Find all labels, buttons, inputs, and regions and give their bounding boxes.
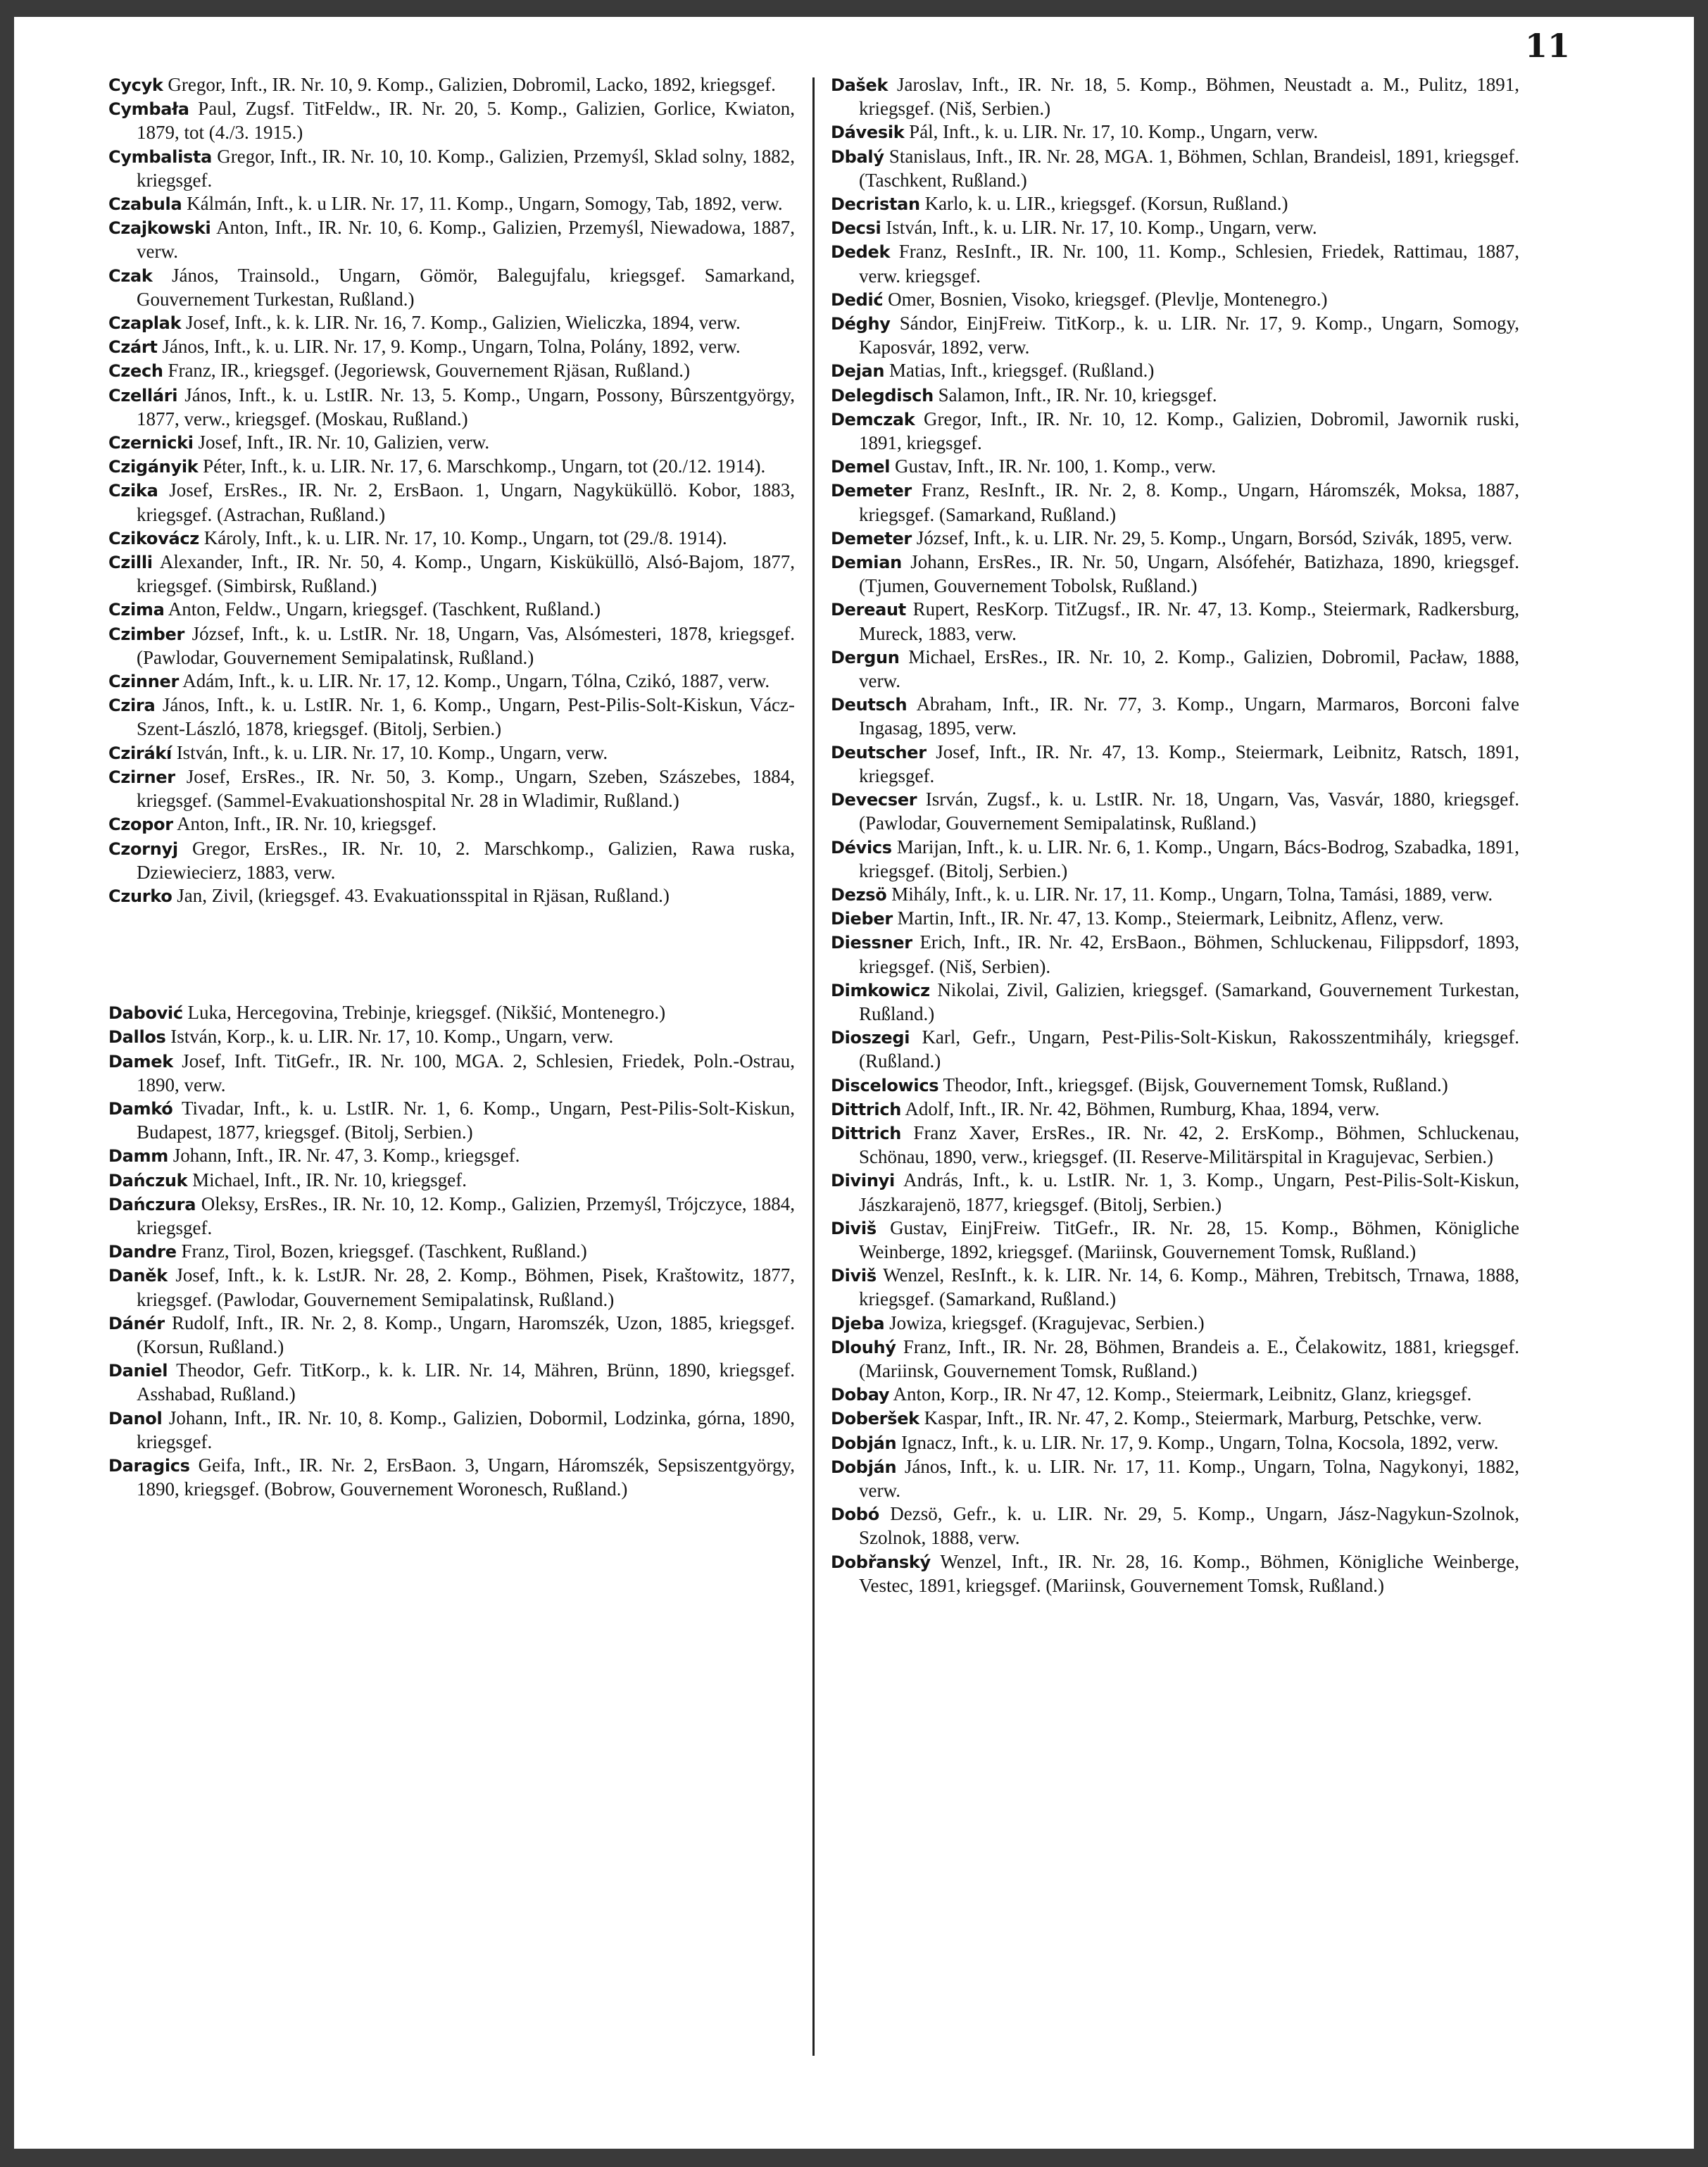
entry-surname: Czabula [108,194,182,215]
entry-surname: Czima [108,600,165,620]
list-entry [108,1169,795,1193]
entry-details: József, Inft., k. u. LstIR. Nr. 18, Ungarn, Vas, Alsómesteri, 1878, kriegsgef. (Pawlodar, Gouvernement Semipalatinsk, Rußland.) [137,622,796,668]
entry-surname: Czimber [108,624,185,644]
left-column [108,73,795,1501]
list-entry [831,359,1519,383]
entry-details: Pál, Inft., k. u. LIR. Nr. 17, 10. Komp., Ungarn, verw. [909,121,1319,143]
list-entry [831,527,1519,551]
list-entry [831,788,1519,835]
entry-details: Gregor, Inft., IR. Nr. 10, 9. Komp., Galizien, Dobromil, Lacko, 1892, kriegsgef. [168,74,776,95]
entry-details: Martin, Inft., IR. Nr. 47, 13. Komp., Steiermark, Leibnitz, Aflenz, verw. [897,907,1444,929]
entry-surname: Czigányik [108,457,199,477]
entry-details: Gregor, ErsRes., IR. Nr. 10, 2. Marschkomp., Galizien, Rawa ruska, Dziewiecierz, 1883, verw. [137,837,795,883]
c-entries-list [108,73,795,908]
list-entry [831,907,1519,931]
entry-details: Adolf, Inft., IR. Nr. 42, Böhmen, Rumburg, Khaa, 1894, verw. [905,1098,1380,1119]
entry-details: Johann, Inft., IR. Nr. 10, 8. Komp., Galizien, Dobormil, Lodzinka, górna, 1890, kriegsgef. [137,1407,796,1452]
entry-details: Adám, Inft., k. u. LIR. Nr. 17, 12. Komp., Ungarn, Tólna, Czikó, 1887, verw. [182,670,770,692]
entry-surname: Delegdisch [831,385,934,406]
entry-details: Karl, Gefr., Ungarn, Pest-Pilis-Solt-Kiskun, Rakosszentmihály, kriegsgef. (Rußland.) [859,1026,1520,1072]
entry-surname: Dlouhý [831,1337,896,1357]
entry-surname: Dedek [831,242,891,263]
list-entry [831,312,1519,359]
list-entry [831,1217,1519,1264]
list-entry [831,693,1519,740]
list-entry [831,551,1519,598]
entry-details: Franz, Inft., IR. Nr. 28, Böhmen, Brandeis a. E., Čelakowitz, 1881, kriegsgef. (Mariinsk, Gouvernement Tomsk, Rußland.) [859,1336,1519,1381]
entry-details: Gregor, Inft., IR. Nr. 10, 10. Komp., Galizien, Przemyśl, Sklad solny, 1882, kriegsgef. [137,145,795,191]
list-entry [108,765,795,812]
entry-surname: Dańczura [108,1194,196,1214]
entry-surname: Czellári [108,385,178,406]
entry-surname: Daragics [108,1455,190,1476]
entry-details: Gregor, Inft., IR. Nr. 10, 12. Komp., Galizien, Dobromil, Jawornik ruski, 1891, kriegsgef. [859,408,1519,454]
list-entry [831,120,1519,144]
entry-details: Ignacz, Inft., k. u. LIR. Nr. 17, 9. Komp., Ungarn, Tolna, Kocsola, 1892, verw. [901,1431,1499,1453]
list-entry [108,216,795,263]
entry-surname: Czira [108,696,156,716]
entry-surname: Czika [108,481,158,501]
entry-surname: Deutsch [831,695,908,715]
entry-details: István, Korp., k. u. LIR. Nr. 17, 10. Komp., Ungarn, verw. [170,1026,614,1048]
entry-surname: Dánér [108,1313,165,1333]
entry-surname: Czilli [108,553,153,573]
list-entry [108,1050,795,1097]
list-entry [108,884,795,908]
list-entry [108,1264,795,1311]
entry-surname: Cycyk [108,75,163,95]
entry-details: Franz Xaver, ErsRes., IR. Nr. 42, 2. ErsKomp., Böhmen, Schluckenau, Schönau, 1890, verw., kriegsgef. (II. Reserve-Militärspital in Kragujevac, Serbien.) [859,1122,1520,1168]
list-entry [108,192,795,216]
list-entry [108,1025,795,1049]
list-entry [831,1550,1519,1597]
list-entry [108,551,795,598]
entry-surname: Daněk [108,1266,168,1286]
entry-details: Paul, Zugsf. TitFeldw., IR. Nr. 20, 5. Komp., Galizien, Gorlice, Kwiaton, 1879, tot (4./3. 1915.) [137,98,796,144]
entry-surname: Dobján [831,1457,897,1477]
entry-surname: Discelowics [831,1075,939,1095]
entry-surname: Dandre [108,1242,177,1262]
entry-details: Franz, IR., kriegsgef. (Jegoriewsk, Gouvernement Rjäsan, Rußland.) [168,360,691,382]
list-entry [108,384,795,431]
right-column [831,73,1519,1597]
list-entry [108,741,795,765]
entry-details: Rudolf, Inft., IR. Nr. 2, 8. Komp., Ungarn, Haromszék, Uzon, 1885, kriegsgef. (Korsun, Rußland.) [137,1312,795,1357]
list-entry [831,1502,1519,1550]
list-entry [108,311,795,335]
entry-details: János, Inft., k. u. LIR. Nr. 17, 9. Komp., Ungarn, Tolna, Polány, 1892, verw. [162,336,741,358]
entry-surname: Doberšek [831,1409,919,1429]
entry-details: Johann, ErsRes., IR. Nr. 50, Ungarn, Alsófehér, Batizhaza, 1890, kriegsgef. (Tjumen, Gouvernement Tobolsk, Rußland.) [859,551,1520,597]
entry-surname: Dańczuk [108,1170,188,1191]
list-entry [831,1074,1519,1098]
entry-surname: Dávesik [831,123,905,143]
entry-surname: Dergun [831,647,900,667]
entry-details: Stanislaus, Inft., IR. Nr. 28, MGA. 1, Böhmen, Schlan, Brandeisl, 1891, kriegsgef. (Taschkent, Rußland.) [859,145,1519,191]
entry-details: Theodor, Inft., kriegsgef. (Bijsk, Gouvernement Tomsk, Rußland.) [943,1074,1448,1095]
entry-surname: Déghy [831,314,891,334]
entry-surname: Dittrich [831,1123,902,1143]
entry-surname: Czárt [108,337,158,358]
column-divider [812,77,815,2056]
entry-details: Tivadar, Inft., k. u. LstIR. Nr. 1, 6. Komp., Ungarn, Pest-Pilis-Solt-Kiskun, Budapest, 1877, kriegsgef. (Bitolj, Serbien.) [137,1097,796,1143]
list-entry [108,693,795,741]
entry-surname: Dallos [108,1027,166,1048]
list-entry [108,264,795,311]
entry-surname: Dejan [831,361,885,382]
entry-surname: Dobó [831,1505,879,1525]
entry-surname: Czajkowski [108,218,211,239]
entry-details: Karlo, k. u. LIR., kriegsgef. (Korsun, Rußland.) [924,193,1288,215]
right-entries-list [831,73,1519,1597]
entry-surname: Czinner [108,672,179,692]
entry-surname: Dévics [831,837,892,858]
list-entry [108,359,795,383]
list-entry [831,1383,1519,1407]
entry-details: István, Inft., k. u. LIR. Nr. 17, 10. Komp., Ungarn, verw. [886,217,1317,239]
list-entry [831,145,1519,192]
entry-details: Rupert, ResKorp. TitZugsf., IR. Nr. 47, 13. Komp., Steiermark, Radkersburg, Mureck, 1883, verw. [859,598,1519,644]
entry-details: Luka, Hercegovina, Trebinje, kriegsgef. (Nikšić, Montenegro.) [187,1002,666,1024]
entry-surname: Djeba [831,1313,885,1333]
entry-details: Josef, Inft. TitGefr., IR. Nr. 100, MGA. 2, Schlesien, Friedek, Poln.-Ostrau, 1890, verw. [137,1050,795,1095]
list-entry [831,1122,1519,1169]
entry-details: János, Inft., k. u. LstIR. Nr. 1, 6. Komp., Ungarn, Pest-Pilis-Solt-Kiskun, Vácz-Szent-László, 1878, kriegsgef. (Bitolj, Serbien.) [137,694,796,740]
entry-surname: Dobay [831,1385,890,1405]
list-entry [108,598,795,622]
list-entry [108,479,795,526]
scan-border-top [0,0,1708,17]
list-entry [831,1407,1519,1431]
list-entry [831,408,1519,455]
entry-surname: Divinyi [831,1171,895,1191]
list-entry [108,1312,795,1359]
entry-surname: Czirákí [108,743,172,763]
entry-details: Anton, Inft., IR. Nr. 10, 6. Komp., Galizien, Przemyśl, Niewadowa, 1887, verw. [137,217,795,263]
list-entry [831,979,1519,1026]
entry-surname: Danol [108,1408,163,1428]
list-entry [831,216,1519,240]
entry-surname: Cymbalista [108,146,213,167]
entry-details: Franz, ResInft., IR. Nr. 100, 11. Komp., Schlesien, Friedek, Rattimau, 1887, verw. kriegsgef. [859,241,1520,287]
entry-details: Josef, Inft., IR. Nr. 47, 13. Komp., Steiermark, Leibnitz, Ratsch, 1891, kriegsgef. [859,741,1519,786]
entry-details: Kálmán, Inft., k. u LIR. Nr. 17, 11. Komp., Ungarn, Somogy, Tab, 1892, verw. [187,193,783,215]
entry-surname: Czech [108,361,163,382]
entry-surname: Dezsö [831,884,887,905]
entry-surname: Dittrich [831,1099,902,1119]
entry-surname: Czirner [108,767,175,787]
entry-details: Abraham, Inft., IR. Nr. 77, 3. Komp., Ungarn, Marmaros, Borconi falve Ingasag, 1895, verw. [859,693,1519,739]
list-entry [831,646,1519,693]
entry-surname: Dašek [831,75,888,95]
entry-details: Wenzel, ResInft., k. k. LIR. Nr. 14, 6. Komp., Mähren, Trebitsch, Trnawa, 1888, kriegsgef. (Samarkand, Rußland.) [859,1264,1519,1310]
entry-details: Anton, Inft., IR. Nr. 10, kriegsgef. [177,813,437,835]
scan-border-right [1694,0,1708,2167]
entry-surname: Diessner [831,933,912,953]
list-entry [831,598,1519,645]
entry-details: Mihály, Inft., k. u. LIR. Nr. 17, 11. Komp., Ungarn, Tolna, Tamási, 1889, verw. [891,883,1493,905]
entry-surname: Devecser [831,790,917,810]
entry-surname: Dbalý [831,146,884,167]
entry-details: Josef, Inft., IR. Nr. 10, Galizien, verw. [198,432,490,453]
entry-details: Salamon, Inft., IR. Nr. 10, kriegsgef. [938,384,1217,406]
list-entry [108,1454,795,1501]
entry-details: Marijan, Inft., k. u. LIR. Nr. 6, 1. Komp., Ungarn, Bács-Bodrog, Szabadka, 1891, kriegsgef. (Bitolj, Serbien.) [859,836,1519,881]
entry-surname: Daniel [108,1361,168,1381]
entry-surname: Demczak [831,409,915,429]
list-entry [831,192,1519,216]
list-entry [108,1240,795,1264]
list-entry [108,1359,795,1406]
list-entry [831,741,1519,788]
entry-surname: Dimkowicz [831,980,930,1000]
entry-surname: Czopor [108,815,173,835]
entry-details: Dezsö, Gefr., k. u. LIR. Nr. 29, 5. Komp., Ungarn, Jász-Nagykun-Szolnok, Szolnok, 1888, verw. [859,1503,1520,1549]
entry-details: Franz, Tirol, Bozen, kriegsgef. (Taschkent, Rußland.) [181,1240,587,1262]
list-entry [831,1455,1519,1502]
list-entry [831,384,1519,408]
entry-surname: Diviš [831,1266,877,1286]
entry-details: Jan, Zivil, (kriegsgef. 43. Evakuationsspital in Rjäsan, Rußland.) [177,884,670,906]
entry-surname: Cymbała [108,99,189,120]
entry-surname: Diviš [831,1218,877,1238]
list-entry [108,455,795,479]
entry-details: Josef, ErsRes., IR. Nr. 2, ErsBaon. 1, Ungarn, Nagyküküllö. Kobor, 1883, kriegsgef. (Astrachan, Rußland.) [137,479,795,525]
entry-details: Geifa, Inft., IR. Nr. 2, ErsBaon. 3, Ungarn, Háromszék, Sepsiszentgyörgy, 1890, kriegsgef. (Bobrow, Gouvernement Woronesch, Rußland.) [137,1454,795,1500]
list-entry [108,1193,795,1240]
list-entry [108,527,795,551]
entry-surname: Dioszegi [831,1028,910,1048]
entry-details: Oleksy, ErsRes., IR. Nr. 10, 12. Komp., Galizien, Przemyśl, Trójczyce, 1884, kriegsgef. [137,1193,796,1238]
scan-border-bottom [0,2149,1708,2167]
entry-details: Sándor, EinjFreiw. TitKorp., k. u. LIR. Nr. 17, 9. Komp., Ungarn, Somogy, Kaposvár, 1892, verw. [859,313,1519,358]
list-entry [108,431,795,455]
entry-details: Michael, ErsRes., IR. Nr. 10, 2. Komp., Galizien, Dobromil, Pacław, 1888, verw. [859,646,1519,692]
entry-details: Wenzel, Inft., IR. Nr. 28, 16. Komp., Böhmen, Königliche Weinberge, Vestec, 1891, kriegsgef. (Mariinsk, Gouvernement Tomsk, Rußland.) [859,1550,1519,1596]
entry-surname: Czikovácz [108,528,199,548]
list-entry [831,1336,1519,1383]
entry-details: Anton, Feldw., Ungarn, kriegsgef. (Taschkent, Rußland.) [168,598,601,620]
list-entry [831,479,1519,526]
entry-details: András, Inft., k. u. LstIR. Nr. 1, 3. Komp., Ungarn, Pest-Pilis-Solt-Kiskun, Jászkarajenö, 1877, kriegsgef. (Bitolj, Serbien.) [859,1169,1519,1215]
list-entry [108,812,795,836]
entry-details: Michael, Inft., IR. Nr. 10, kriegsgef. [192,1169,467,1191]
entry-surname: Dereaut [831,600,906,620]
list-entry [108,335,795,359]
entry-surname: Damek [108,1051,173,1072]
entry-details: Theodor, Gefr. TitKorp., k. k. LIR. Nr. 14, Mähren, Brünn, 1890, kriegsgef. Asshabad, Rußland.) [137,1359,795,1405]
entry-surname: Demel [831,457,891,477]
entry-details: István, Inft., k. u. LIR. Nr. 17, 10. Komp., Ungarn, verw. [176,741,608,763]
entry-details: Anton, Korp., IR. Nr 47, 12. Komp., Steiermark, Leibnitz, Glanz, kriegsgef. [893,1383,1472,1405]
entry-details: Erich, Inft., IR. Nr. 42, ErsBaon., Böhmen, Schluckenau, Filippsdorf, 1893, kriegsgef. (Niš, Serbien). [859,931,1519,977]
entry-details: János, Trainsold., Ungarn, Gömör, Balegujfalu, kriegsgef. Samarkand, Gouvernement Turkestan, Rußland.) [137,264,795,310]
list-entry [831,836,1519,883]
entry-surname: Czernicki [108,433,194,453]
entry-details: Károly, Inft., k. u. LIR. Nr. 17, 10. Komp., Ungarn, tot (29./8. 1914). [203,527,727,548]
list-entry [108,1001,795,1025]
list-entry [831,1264,1519,1311]
entry-details: Josef, Inft., k. k. LstJR. Nr. 28, 2. Komp., Böhmen, Pisek, Kraštowitz, 1877, kriegsgef. (Pawlodar, Gouvernement Semipalatinsk, Rußland.) [137,1264,795,1310]
list-entry [831,240,1519,287]
entry-details: Isrván, Zugsf., k. u. LstIR. Nr. 18, Ungarn, Vas, Vasvár, 1880, kriegsgef. (Pawlodar, Gouvernement Semipalatinsk, Rußland.) [859,789,1520,834]
entry-surname: Dobján [831,1433,897,1453]
entry-surname: Deutscher [831,742,927,762]
entry-details: Johann, Inft., IR. Nr. 47, 3. Komp., kriegsgef. [172,1145,520,1167]
list-entry [108,837,795,884]
list-entry [108,1097,795,1144]
entry-surname: Decristan [831,194,920,215]
list-entry [831,931,1519,978]
list-entry [831,73,1519,120]
entry-surname: Decsi [831,218,881,239]
entry-surname: Damkó [108,1098,173,1119]
list-entry [108,1407,795,1454]
entry-details: János, Inft., k. u. LstIR. Nr. 13, 5. Komp., Ungarn, Possony, Bûrszentgyörgy, 1877, verw., kriegsgef. (Moskau, Rußland.) [137,384,795,429]
list-entry [108,145,795,192]
list-entry [108,670,795,693]
entry-details: Franz, ResInft., IR. Nr. 2, 8. Komp., Ungarn, Háromszék, Moksa, 1887, kriegsgef. (Samarkand, Rußland.) [859,479,1520,525]
entry-details: Alexander, Inft., IR. Nr. 50, 4. Komp., Ungarn, Kisküküllö, Alsó-Bajom, 1877, kriegsgef. (Simbirsk, Rußland.) [137,551,795,597]
entry-surname: Czornyj [108,838,178,859]
list-entry [831,1026,1519,1073]
list-entry [831,288,1519,312]
page-number: 11 [1524,27,1570,65]
section-gap [108,908,795,1001]
list-entry [108,622,795,670]
list-entry [831,1431,1519,1455]
list-entry [831,1312,1519,1336]
entry-details: Josef, ErsRes., IR. Nr. 50, 3. Komp., Ungarn, Szeben, Szászebes, 1884, kriegsgef. (Sammel-Evakuationshospital Nr. 28 in Wladimir, Rußland.) [137,765,796,812]
entry-details: Matias, Inft., kriegsgef. (Rußland.) [888,360,1155,382]
entry-details: Josef, Inft., k. k. LIR. Nr. 16, 7. Komp., Galizien, Wieliczka, 1894, verw. [186,312,741,334]
entry-surname: Dieber [831,909,893,929]
d-entries-list [108,1001,795,1501]
entry-surname: Demeter [831,528,912,548]
entry-surname: Czak [108,265,153,286]
entry-surname: Damm [108,1146,168,1167]
entry-details: János, Inft., k. u. LIR. Nr. 17, 11. Komp., Ungarn, Tolna, Nagykonyi, 1882, verw. [859,1455,1519,1501]
list-entry [108,1144,795,1168]
entry-surname: Czaplak [108,313,182,334]
entry-details: Jowiza, kriegsgef. (Kragujevac, Serbien.) [889,1312,1205,1333]
entry-details: József, Inft., k. u. LIR. Nr. 29, 5. Komp., Ungarn, Borsód, Szivák, 1895, verw. [916,527,1513,548]
entry-details: Nikolai, Zivil, Galizien, kriegsgef. (Samarkand, Gouvernement Turkestan, Rußland.) [859,979,1519,1024]
entry-surname: Dobřanský [831,1552,931,1572]
entry-surname: Dedić [831,289,884,310]
entry-details: Kaspar, Inft., IR. Nr. 47, 2. Komp., Steiermark, Marburg, Petschke, verw. [924,1407,1482,1429]
entry-surname: Demian [831,553,902,573]
scan-border-left [0,0,14,2167]
entry-surname: Czurko [108,886,172,906]
list-entry [831,1169,1519,1216]
list-entry [108,97,795,144]
list-entry [108,73,795,97]
entry-details: Péter, Inft., k. u. LIR. Nr. 17, 6. Marschkomp., Ungarn, tot (20./12. 1914). [203,456,766,477]
entry-surname: Demeter [831,481,912,501]
entry-details: Jaroslav, Inft., IR. Nr. 18, 5. Komp., Böhmen, Neustadt a. M., Pulitz, 1891, kriegsgef. (Niš, Serbien.) [859,74,1520,120]
entry-surname: Dabović [108,1003,183,1024]
entry-details: Omer, Bosnien, Visoko, kriegsgef. (Plevlje, Montenegro.) [888,288,1328,310]
entry-details: Gustav, Inft., IR. Nr. 100, 1. Komp., verw. [894,456,1217,477]
list-entry [831,883,1519,907]
list-entry [831,1098,1519,1122]
list-entry [831,455,1519,479]
entry-details: Gustav, EinjFreiw. TitGefr., IR. Nr. 28, 15. Komp., Böhmen, Königliche Weinberge, 1892, kriegsgef. (Mariinsk, Gouvernement Tomsk, Rußland.) [859,1217,1519,1262]
